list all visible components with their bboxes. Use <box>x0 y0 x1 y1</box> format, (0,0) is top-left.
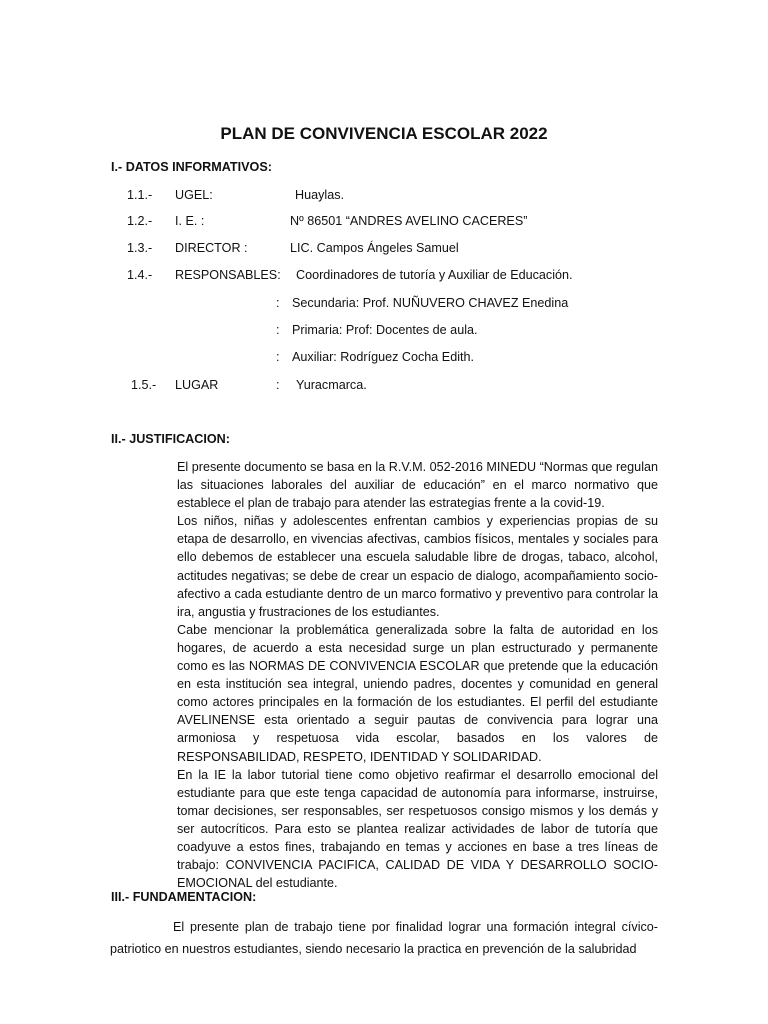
row-number: 1.5.- <box>131 378 157 392</box>
row-label: RESPONSABLES: <box>175 268 281 282</box>
row-number: 1.3.- <box>127 241 153 255</box>
section-heading-justificacion: II.- JUSTIFICACION: <box>111 432 230 446</box>
paragraph: El presente plan de trabajo tiene por finalidad lograr una formación integral cívico-patriotico en nuestros estudiantes, siendo necesario la practica en prevención de la salubridad <box>110 920 658 956</box>
row-value: Primaria: Prof: Docentes de aula. <box>292 323 478 337</box>
paragraph: Cabe mencionar la problemática generalizada sobre la falta de autoridad en los hogares, de acuerdo a esta necesidad surge un plan estructurado y permanente como es las NORMAS DE CONVIVENCIA ESCOLAR que pretende que la educación en esta institución sea integral, uniendo padres, docentes y comunidad en general como actores principales en la formación de los estudiantes. El perfil del estudiante AVELINENSE esta orientado a seguir pautas de convivencia para lograr una armoniosa y respetuosa vida escolar, basados en los valores de RESPONSABILIDAD, RESPETO, IDENTIDAD Y SOLIDARIDAD. <box>177 622 658 764</box>
row-label: DIRECTOR : <box>175 241 248 255</box>
row-colon: : <box>276 323 280 337</box>
row-value: Huaylas. <box>295 188 344 202</box>
row-value: Auxiliar: Rodríguez Cocha Edith. <box>292 350 475 364</box>
paragraph: Los niños, niñas y adolescentes enfrentan cambios y experiencias propias de su etapa de desarrollo, en vivencias afectivas, cambios físicos, mentales y sociales para ello debemos de establecer una escuela saludable libre de drogas, tabaco, alcohol, actitudes negativas; se debe de crear un espacio de dialogo, acompañamiento socio-afectivo a cada estudiante dentro de un marco formativo y preventivo para controlar la ira, angustia y frustraciones de los estudiantes. <box>177 514 658 619</box>
document-title: PLAN DE CONVIVENCIA ESCOLAR 2022 <box>220 124 548 143</box>
row-label: I. E. : <box>175 214 205 228</box>
row-number: 1.4.- <box>127 268 153 282</box>
row-colon: : <box>276 296 280 310</box>
row-value: Coordinadores de tutoría y Auxiliar de Educación. <box>296 268 573 282</box>
paragraph: En la IE la labor tutorial tiene como objetivo reafirmar el desarrollo emocional del estudiante para que este tenga capacidad de autonomía para informarse, instruirse, tomar decisiones, ser responsables, ser respetuosos consigo mismos y los demás y ser autocríticos. Para esto se plantea realizar actividades de labor de tutoría que coadyuve a estos fines, trabajando en temas y acciones en base a tres líneas de trabajo: CONVIVENCIA PACIFICA, CALIDAD DE VIDA Y DESARROLLO SOCIO-EMOCIONAL del estudiante. <box>177 767 658 891</box>
fundamentacion-body <box>110 917 658 960</box>
row-value: Secundaria: Prof. NUÑUVERO CHAVEZ Enedina <box>292 296 569 310</box>
paragraph: El presente documento se basa en la R.V.M. 052-2016 MINEDU “Normas que regulan las situaciones laborales del auxiliar de educación” en el marco normativo que establece el plan de trabajo para atender las estrategias frente a la covid-19. <box>177 460 658 511</box>
row-label: UGEL: <box>175 188 213 202</box>
section-heading-fundamentacion: III.- FUNDAMENTACION: <box>111 890 257 904</box>
row-colon: : <box>276 378 280 392</box>
section-heading-datos: I.- DATOS INFORMATIVOS: <box>111 160 272 174</box>
row-number: 1.2.- <box>127 214 153 228</box>
row-label: LUGAR <box>175 378 219 392</box>
justificacion-body <box>177 458 658 892</box>
row-value: LIC. Campos Ángeles Samuel <box>290 241 459 255</box>
row-value: Nº 86501 “ANDRES AVELINO CACERES” <box>290 214 528 228</box>
row-number: 1.1.- <box>127 188 153 202</box>
row-value: Yuracmarca. <box>296 378 367 392</box>
row-colon: : <box>276 350 280 364</box>
